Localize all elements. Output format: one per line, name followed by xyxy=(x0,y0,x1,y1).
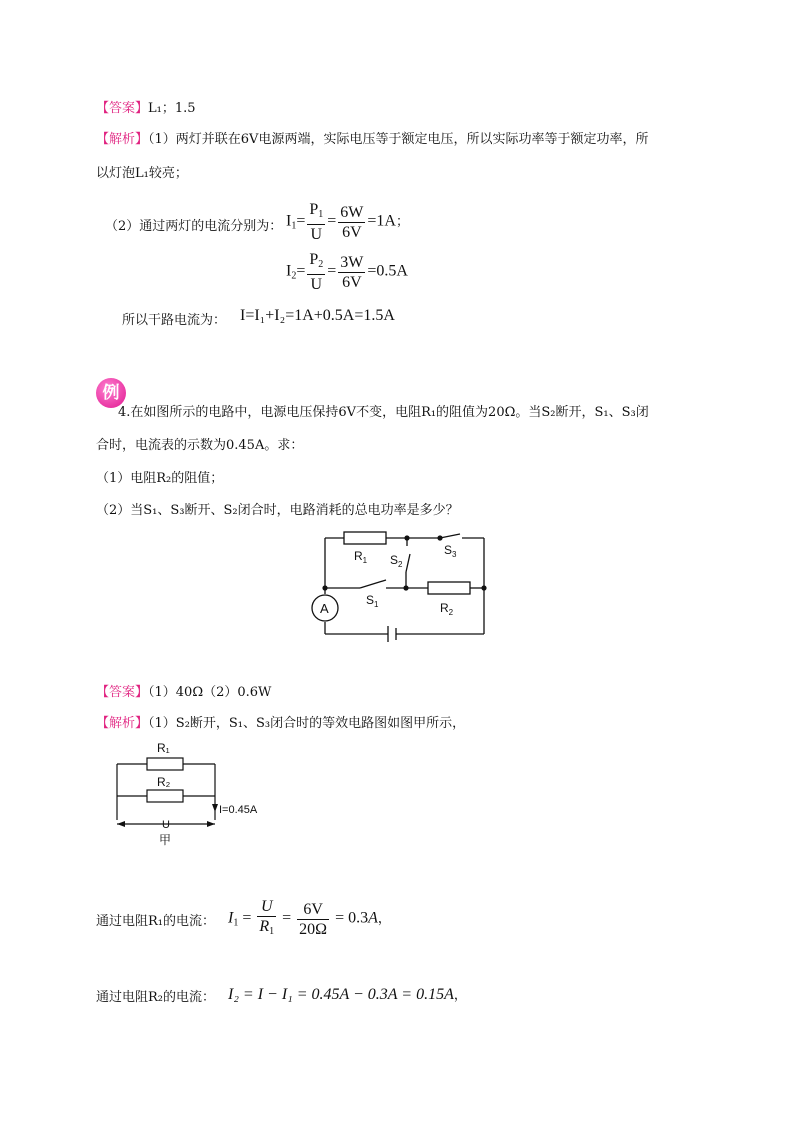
answer-text: L₁；1.5 xyxy=(148,101,196,116)
equation-i1: $I_1=$ $\frac{P_1}{U}$ = $\frac{6W}{6V}$ =1A； xyxy=(286,201,409,243)
analysis-1-line-4: 所以干路电流为： xyxy=(122,313,227,328)
analysis-2 xyxy=(96,712,465,731)
analysis-1-line-3: （2）通过两灯的电流分别为： xyxy=(105,219,283,234)
jia-r1-label: R₁ xyxy=(157,741,170,755)
s3-label: $S_3$ xyxy=(444,543,457,559)
example-badge-icon: 例 xyxy=(96,378,126,408)
calc-2-equation: I₂ = I − I₁ = 0.45A − 0.3A = 0.15A， xyxy=(228,986,467,1003)
analysis-1-line-2: 以灯泡L₁较亮； xyxy=(96,166,188,181)
analysis-1-line-1 xyxy=(96,128,648,147)
analysis-tag: 【解析】 xyxy=(96,132,149,147)
question-line-2: 合时，电流表的示数为0.45A。求： xyxy=(96,438,304,453)
r2-label: $R_2$ xyxy=(440,601,454,617)
s2-label: $S_2$ xyxy=(390,553,403,569)
jia-caption: 甲 xyxy=(159,833,172,847)
analysis-text: （1）S₂断开，S₁、S₃闭合时的等效电路图如图甲所示， xyxy=(148,716,466,731)
question-part-1: （1）电阻R₂的阻值； xyxy=(96,471,224,486)
answer-tag: 【答案】 xyxy=(96,101,149,116)
answer-2 xyxy=(96,681,271,700)
calc-1-prefix: 通过电阻R₁的电流： xyxy=(96,914,215,929)
answer-tag: 【答案】 xyxy=(96,685,149,700)
jia-u-label: U xyxy=(162,819,170,831)
circuit-diagram xyxy=(300,528,500,648)
calc-2-prefix: 通过电阻R₂的电流： xyxy=(96,990,215,1005)
answer-1 xyxy=(96,97,196,116)
jia-r2-label: R₂ xyxy=(157,775,171,789)
figure-jia xyxy=(105,740,280,850)
r1-label: $R_1$ xyxy=(354,549,368,565)
calc-1-equation: $I_1$ = $\frac{U}{R_1}$ = $\frac{6V}{20\Omega}$ = 0.3A， xyxy=(228,898,391,938)
equation-i2: $I_2=$ $\frac{P_2}{U}$ = $\frac{3W}{6V}$ =0.5A xyxy=(286,251,408,293)
jia-current-label: I=0.45A xyxy=(219,804,258,816)
question-line-1: 4.在如图所示的电路中，电源电压保持6V不变，电阻R₁的阻值为20Ω。当S₂断开，S₁、S₃闭 xyxy=(118,405,649,420)
analysis-text: （1）两灯并联在6V电源两端，实际电压等于额定电压，所以实际功率等于额定功率，所 xyxy=(148,132,649,147)
s1-label: $S_1$ xyxy=(366,593,379,609)
equation-total-current: I=I₁+I₂=1A+0.5A=1.5A xyxy=(240,307,395,324)
answer-text: （1）40Ω（2）0.6W xyxy=(148,685,272,700)
ammeter-label: A xyxy=(320,601,329,616)
analysis-tag: 【解析】 xyxy=(96,716,149,731)
question-part-2: （2）当S₁、S₃断开、S₂闭合时，电路消耗的总电功率是多少？ xyxy=(96,503,459,518)
